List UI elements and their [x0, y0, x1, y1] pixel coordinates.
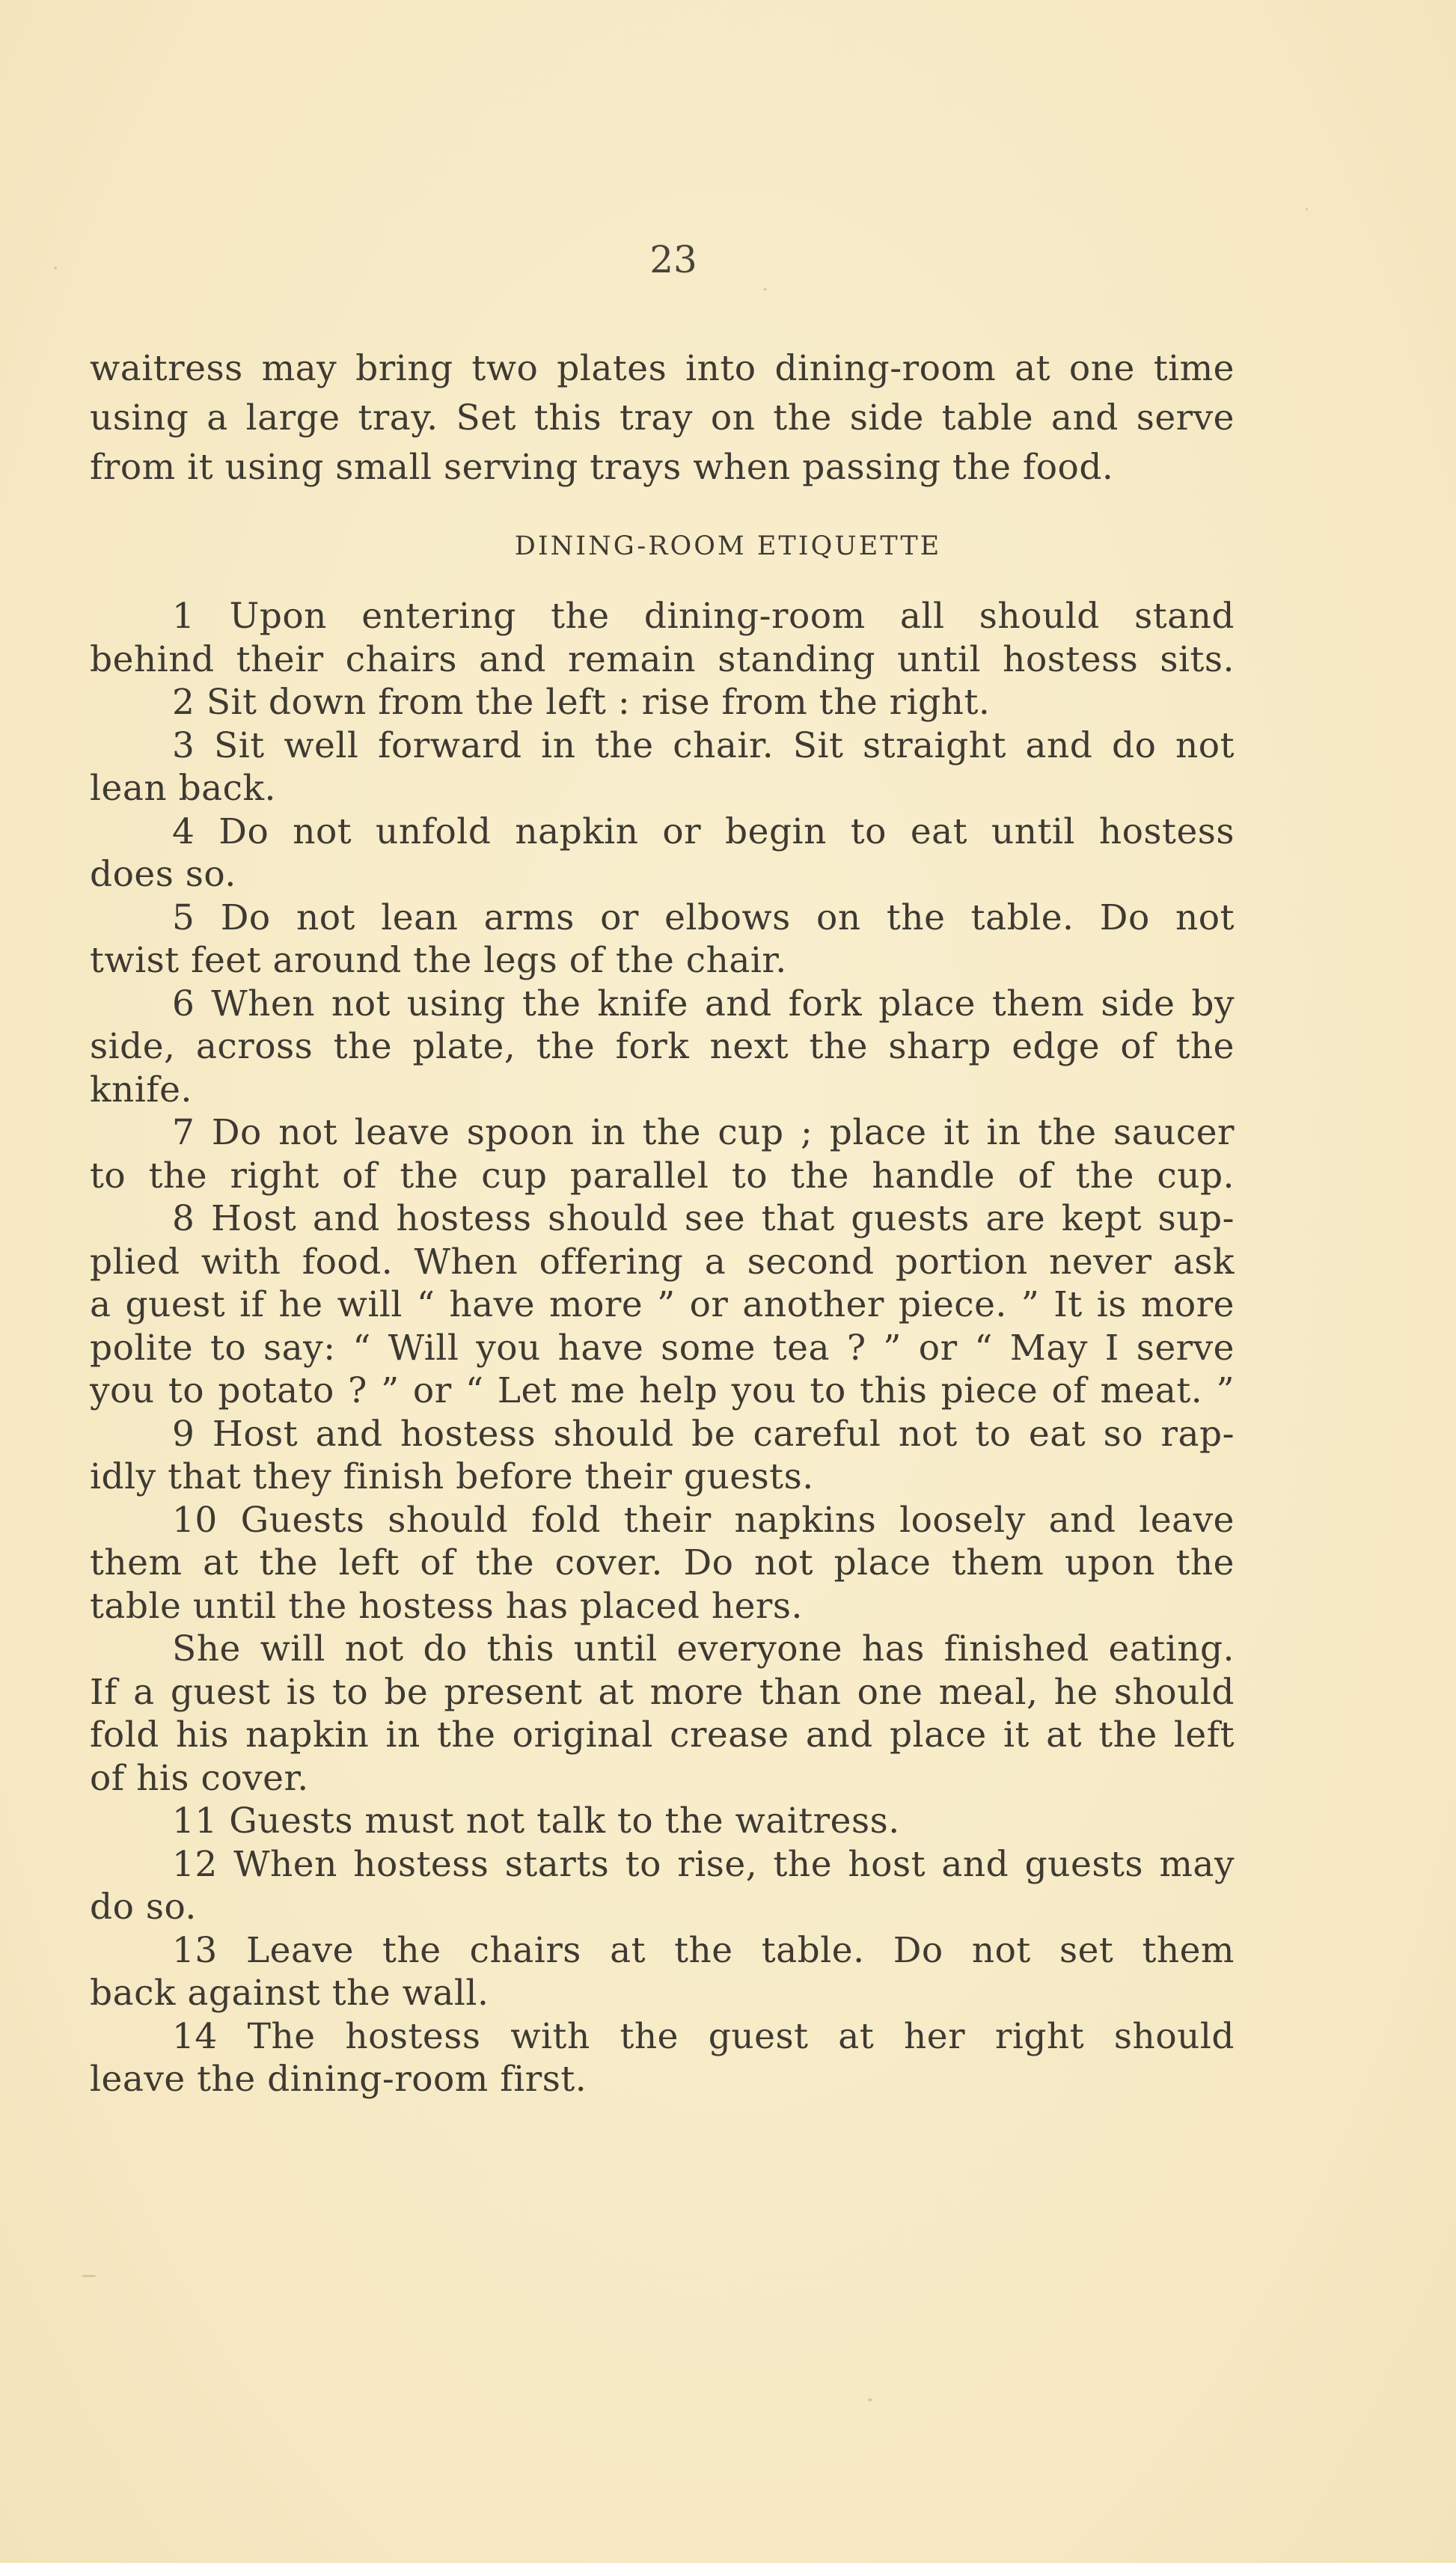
etiquette-rules [90, 595, 1235, 2101]
section-heading: DINING-ROOM ETIQUETTE [514, 531, 942, 561]
rule-line: does so. [90, 854, 236, 895]
paper-speck [868, 2398, 872, 2401]
rule-line: 14 The hostess with the guest at her right should [172, 2015, 1235, 2057]
text-line: waitress may bring two plates into dining-room at one time [90, 348, 1235, 389]
page-number: 23 [649, 238, 697, 281]
rule-line: She will not do this until everyone has finished eating. [172, 1628, 1235, 1670]
rule-line: 2 Sit down from the left : rise from the right. [172, 682, 991, 723]
text-line: from it using small serving trays when passing the food. [90, 447, 1114, 488]
rule-line: 10 Guests should fold their napkins loosely and leave [172, 1499, 1235, 1541]
rule-line: a guest if he will “ have more ” or another piece. ” It is more [90, 1284, 1235, 1325]
rule-line: to the right of the cup parallel to the handle of the cup. [90, 1155, 1235, 1197]
rule-line: 9 Host and hostess should be careful not to eat so rap- [172, 1413, 1235, 1455]
rule-line: 12 When hostess starts to rise, the host and guests may [172, 1843, 1235, 1885]
rule-line: 7 Do not leave spoon in the cup ; place it in the saucer [172, 1112, 1235, 1153]
rule-line: back against the wall. [90, 1973, 489, 2014]
paper-speck [82, 2275, 96, 2277]
rule-line: plied with food. When offering a second portion never ask [90, 1241, 1235, 1283]
paper-speck [1306, 208, 1308, 210]
rule-line: them at the left of the cover. Do not place them upon the [90, 1542, 1235, 1583]
text-line: using a large tray. Set this tray on the side table and serve [90, 397, 1235, 439]
intro-paragraph [90, 344, 1235, 492]
rule-line: 1 Upon entering the dining-room all should stand [172, 596, 1235, 637]
rule-line: 3 Sit well forward in the chair. Sit straight and do not [172, 724, 1235, 766]
rule-line: leave the dining-room first. [90, 2059, 587, 2100]
rule-line: do so. [90, 1887, 197, 1928]
rule-line: 6 When not using the knife and fork place them side by [172, 983, 1235, 1024]
rule-line: side, across the plate, the fork next the sharp edge of the [90, 1026, 1235, 1067]
rule-line: lean back. [90, 768, 276, 809]
rule-line: behind their chairs and remain standing until hostess sits. [90, 638, 1235, 680]
rule-line: 11 Guests must not talk to the waitress. [172, 1800, 900, 1842]
paper-speck [54, 266, 57, 269]
rule-line: polite to say: “ Will you have some tea ? ” or “ May I serve [90, 1327, 1235, 1369]
paper-speck [763, 288, 767, 290]
rule-line: of his cover. [90, 1757, 309, 1799]
rule-line: idly that they finish before their guests. [90, 1456, 814, 1497]
rule-line: fold his napkin in the original crease and place it at the left [90, 1714, 1235, 1756]
rule-line: 8 Host and hostess should see that guests are kept sup- [172, 1198, 1235, 1239]
rule-line: you to potato ? ” or “ Let me help you to this piece of meat. ” [90, 1370, 1235, 1411]
rule-line: twist feet around the legs of the chair. [90, 940, 787, 981]
rule-line: table until the hostess has placed hers. [90, 1585, 803, 1627]
rule-line: 4 Do not unfold napkin or begin to eat until hostess [172, 810, 1235, 852]
rule-line: If a guest is to be present at more than one meal, he should [90, 1671, 1235, 1713]
rule-line: knife. [90, 1069, 192, 1111]
rule-line: 13 Leave the chairs at the table. Do not set them [172, 1929, 1235, 1971]
rule-line: 5 Do not lean arms or elbows on the table. Do not [172, 896, 1235, 938]
